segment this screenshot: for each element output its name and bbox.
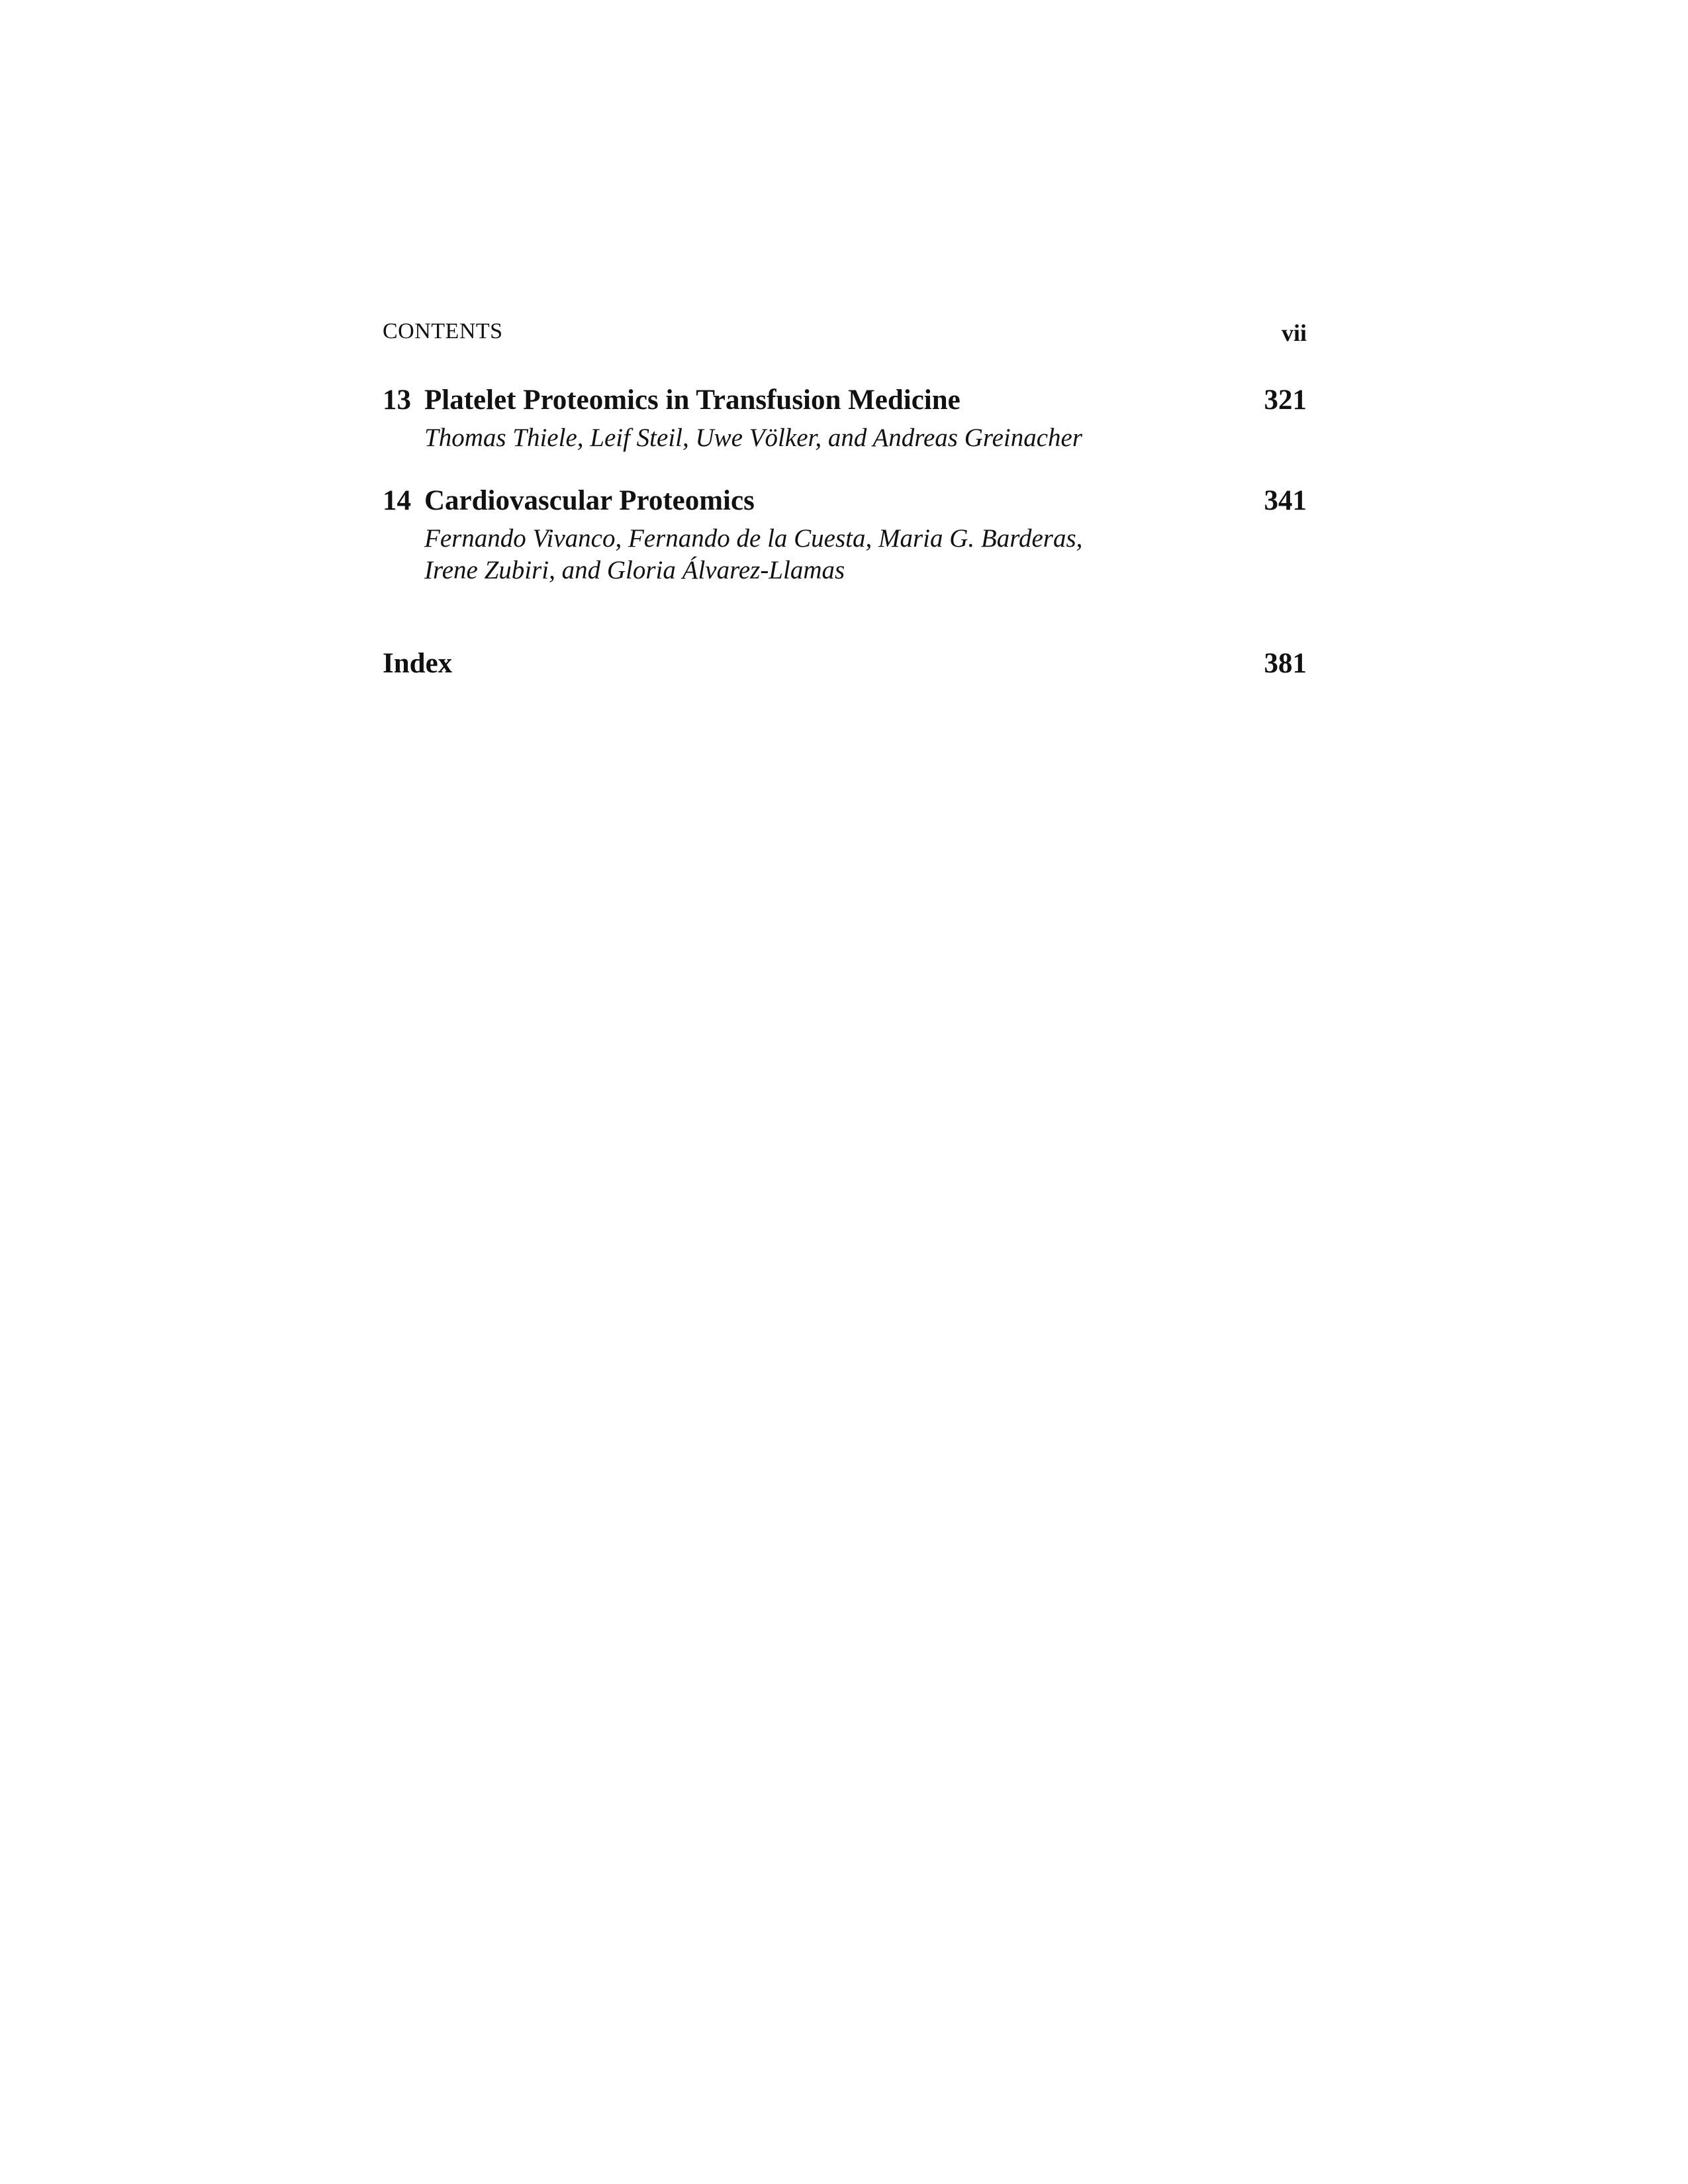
running-head	[383, 319, 1307, 352]
index-page-number: 381	[1264, 648, 1307, 679]
author-line: Fernando Vivanco, Fernando de la Cuesta, Maria G. Barderas,	[424, 524, 1083, 553]
toc-entry	[383, 384, 1307, 457]
toc-entry	[383, 484, 1307, 590]
chapter-title: Cardiovascular Proteomics	[424, 485, 755, 516]
chapter-authors	[424, 523, 1082, 586]
toc-index-entry	[383, 647, 1307, 687]
chapter-page-number: 321	[1264, 385, 1307, 416]
author-line: Irene Zubiri, and Gloria Álvarez-Llamas	[424, 556, 845, 584]
chapter-number: 13	[383, 385, 411, 416]
chapter-number: 14	[383, 485, 411, 516]
chapter-title: Platelet Proteomics in Transfusion Medicine	[424, 385, 961, 416]
index-title: Index	[383, 648, 453, 679]
chapter-authors	[424, 422, 1082, 454]
chapter-page-number: 341	[1264, 485, 1307, 516]
running-head-label: CONTENTS	[383, 319, 503, 343]
page-folio: vii	[1281, 320, 1307, 346]
author-line: Thomas Thiele, Leif Steil, Uwe Völker, and Andreas Greinacher	[424, 424, 1083, 452]
